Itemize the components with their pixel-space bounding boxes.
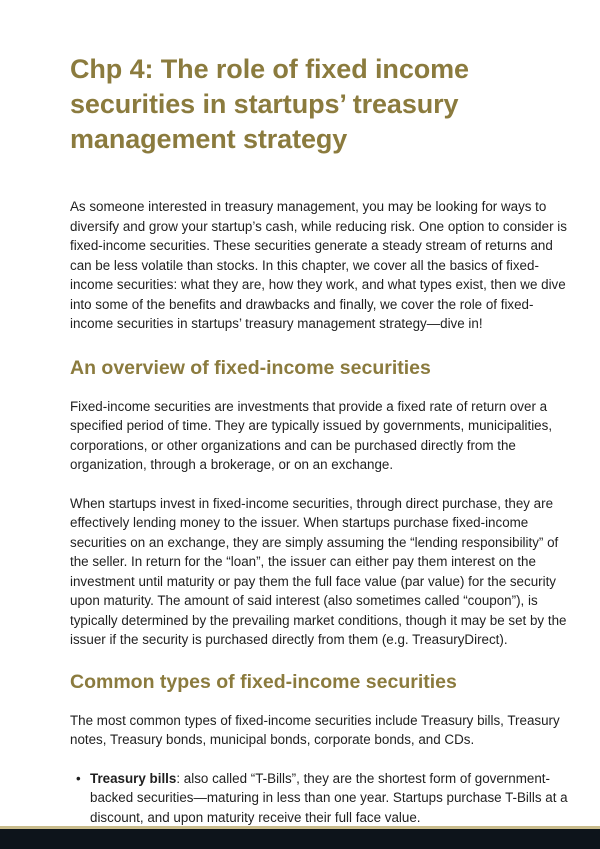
- document-page: [70, 52, 570, 827]
- common-types-paragraph-1: The most common types of fixed-income securities include Treasury bills, Treasury notes, Treasury bonds, municipal bonds, corporate bonds, and CDs.: [70, 712, 560, 747]
- bullet-treasury-bills: [70, 769, 570, 828]
- chapter-title: Chp 4: The role of fixed income securities in startups’ treasury management strategy: [70, 54, 469, 154]
- overview-paragraph-1: Fixed-income securities are investments that provide a fixed rate of return over a specified period of time. They are typically issued by governments, municipalities, corporations, or other organizations and can be purchased directly from the organization, through a brokerage, or on an exchange.: [70, 398, 553, 472]
- section-heading-overview: An overview of fixed-income securities: [70, 356, 431, 379]
- bullet-marker: •: [76, 770, 81, 786]
- section-heading-common-types: Common types of fixed-income securities: [70, 670, 457, 693]
- footer-bar: [0, 829, 600, 849]
- types-bullet-list: [70, 769, 570, 828]
- section-common-types: [70, 670, 570, 828]
- bullet-text-treasury-bills: : also called “T-Bills”, they are the shortest form of government-backed securities—maturing in less than one year. Startups purchase T-Bills at a discount, and upon maturity receive their full face value.: [90, 770, 568, 825]
- section-overview: [70, 356, 570, 650]
- intro-paragraph: As someone interested in treasury management, you may be looking for ways to diversify and grow your startup’s cash, while reducing risk. One option to consider is fixed-income securities. These securities generate a steady stream of returns and can be less volatile than stocks. In this chapter, we cover all the basics of fixed-income securities: what they are, how they work, and what types exist, then we dive into some of the benefits and drawbacks and finally, we cover the role of fixed-income securities in startups’ treasury management strategy—dive in!: [70, 199, 567, 331]
- bullet-term-treasury-bills: Treasury bills: [90, 770, 177, 786]
- overview-paragraph-2: When startups invest in fixed-income securities, through direct purchase, they are effectively lending money to the issuer. When startups purchase fixed-income securities on an exchange, they are simply assuming the “lending responsibility” of the seller. In return for the “loan”, the issuer can either pay them interest on the investment until maturity or pay them the full face value (par value) for the security upon maturity. The amount of said interest (also sometimes called “coupon”), is typically determined by the prevailing market conditions, though it may be set by the issuer if the security is purchased directly from them (e.g. TreasuryDirect).: [70, 495, 567, 647]
